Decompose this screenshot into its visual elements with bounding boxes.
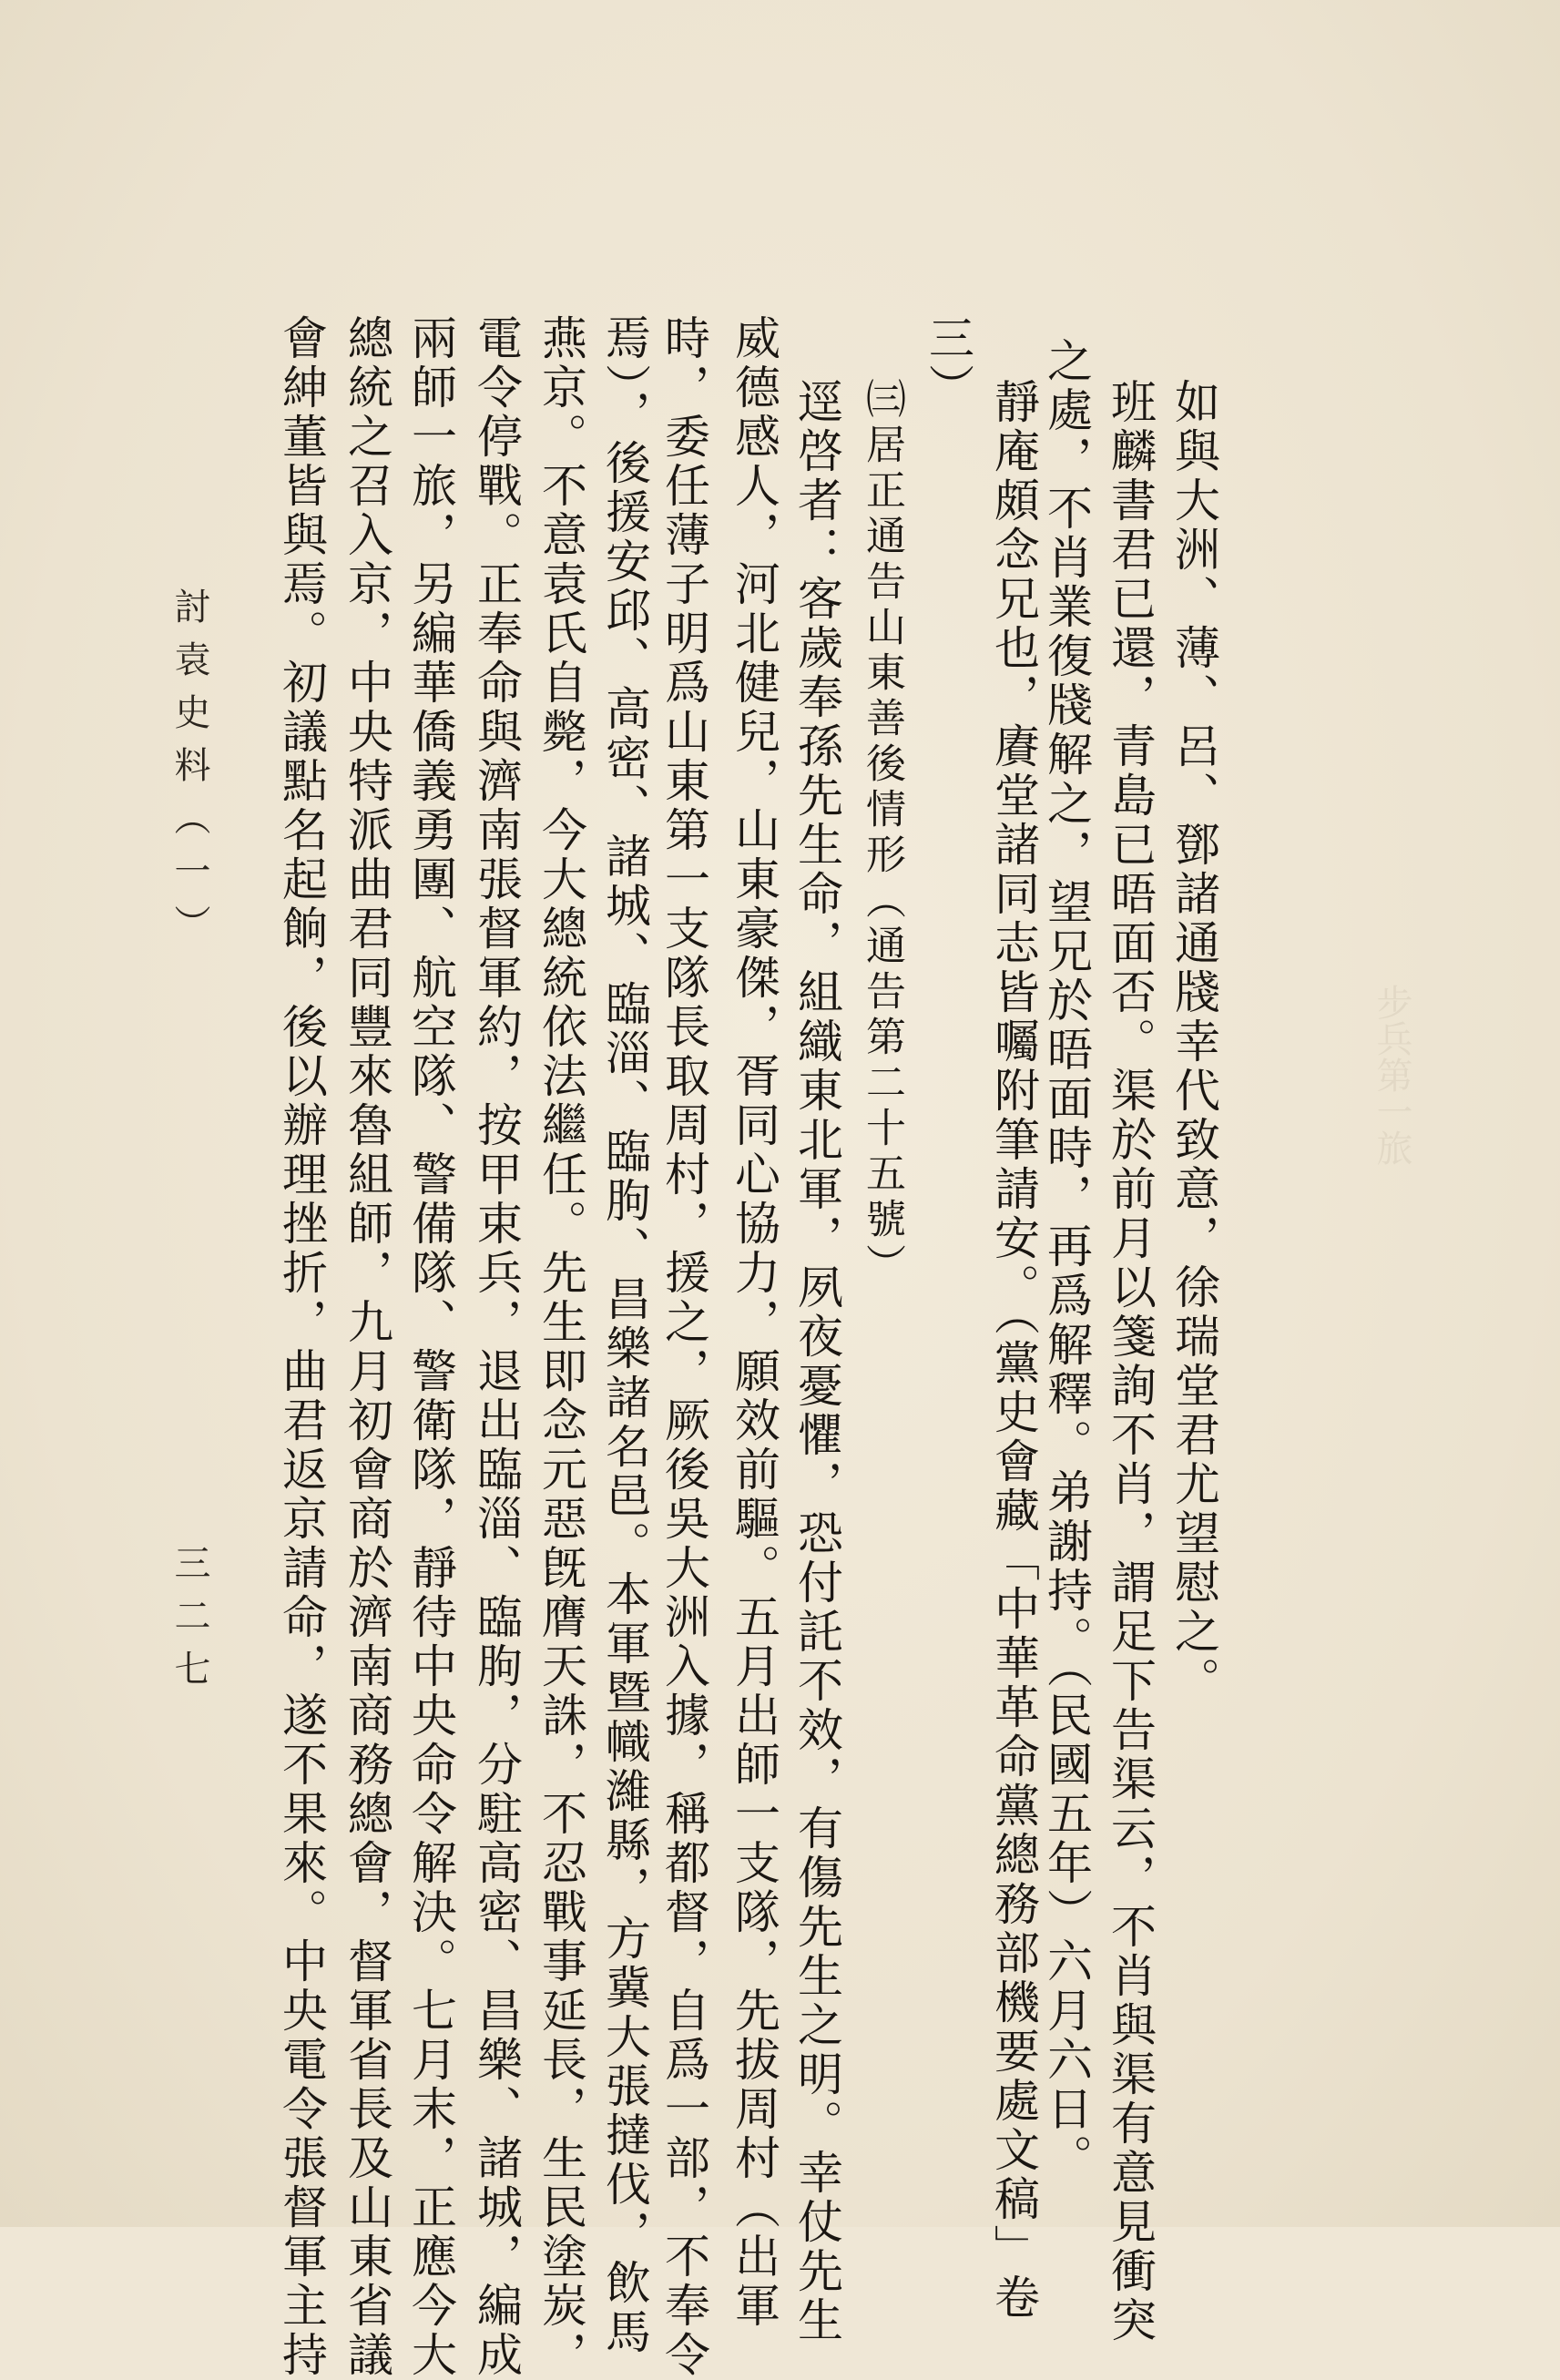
text-column-9: 時，委任薄子明爲山東第一支隊長取周村，援之，厥後吳大洲入據，稱都督，自爲一部，不奉令	[658, 314, 710, 2380]
section-heading: ㈢居正通告山東善後情形（通告第二十五號）	[859, 378, 905, 1289]
text-column-8: 威德感人，河北健兒，山東豪傑，胥同心協力，願效前驅。五月出師一支隊，先拔周村（出軍	[728, 314, 780, 2331]
book-title: 討袁史料（一）	[168, 587, 210, 957]
text-column-13: 兩師一旅，另編華僑義勇團、航空隊、警備隊、警衛隊，靜待中央命令解決。七月末，正應今大	[404, 314, 457, 2380]
text-column-12: 電令停戰。正奉命與濟南張督軍約，按甲束兵，退出臨淄、臨朐，分駐高密、昌樂、諸城，編成	[470, 314, 523, 2380]
text-column-11: 燕京。不意袁氏自斃，今大總統依法繼任。先生即念元惡旣膺天誅，不忍戰事延長，生民塗炭，	[535, 314, 587, 2380]
page-number: 三二七	[168, 1544, 210, 1702]
text-column-15: 會紳董皆與焉。初議點名起餉，後以辦理挫折，曲君返京請命，遂不果來。中央電令張督軍主持	[275, 314, 328, 2380]
text-column-1: 如與大洲、薄、呂、鄧諸通牋幸代致意，徐瑞堂君尤望慰之。	[1167, 378, 1220, 1706]
bleed-through-text: 步兵第一旅	[1371, 984, 1412, 1166]
text-column-3: 之處，不肖業復牋解之，望兄於晤面時，再爲解釋。弟謝持。（民國五年）六月六日。	[1040, 337, 1093, 2183]
text-column-2: 班麟書君已還，青島已晤面否。渠於前月以箋詢不肖，謂足下告渠云，不肖與渠有意見衝突	[1104, 378, 1157, 2345]
text-column-4: 靜庵頗念兄也，賡堂諸同志皆囑附筆請安。（黨史會藏「中華革命黨總務部機要處文稿」卷	[987, 378, 1040, 2323]
text-column-7: 逕啓者：客歲奉孫先生命，組織東北軍，夙夜憂懼，恐付託不效，有傷先生之明。幸仗先生	[790, 378, 843, 2345]
text-column-10: 焉），後援安邱、高密、諸城、臨淄、臨朐、昌樂諸名邑。本軍暨幟濰縣，方冀大張撻伐，飲馬	[598, 314, 651, 2357]
text-column-14: 總統之召入京，中央特派曲君同豐來魯組師，九月初會商於濟南商務總會，督軍省長及山東省議	[341, 314, 393, 2380]
text-column-5: 三）	[922, 314, 974, 413]
